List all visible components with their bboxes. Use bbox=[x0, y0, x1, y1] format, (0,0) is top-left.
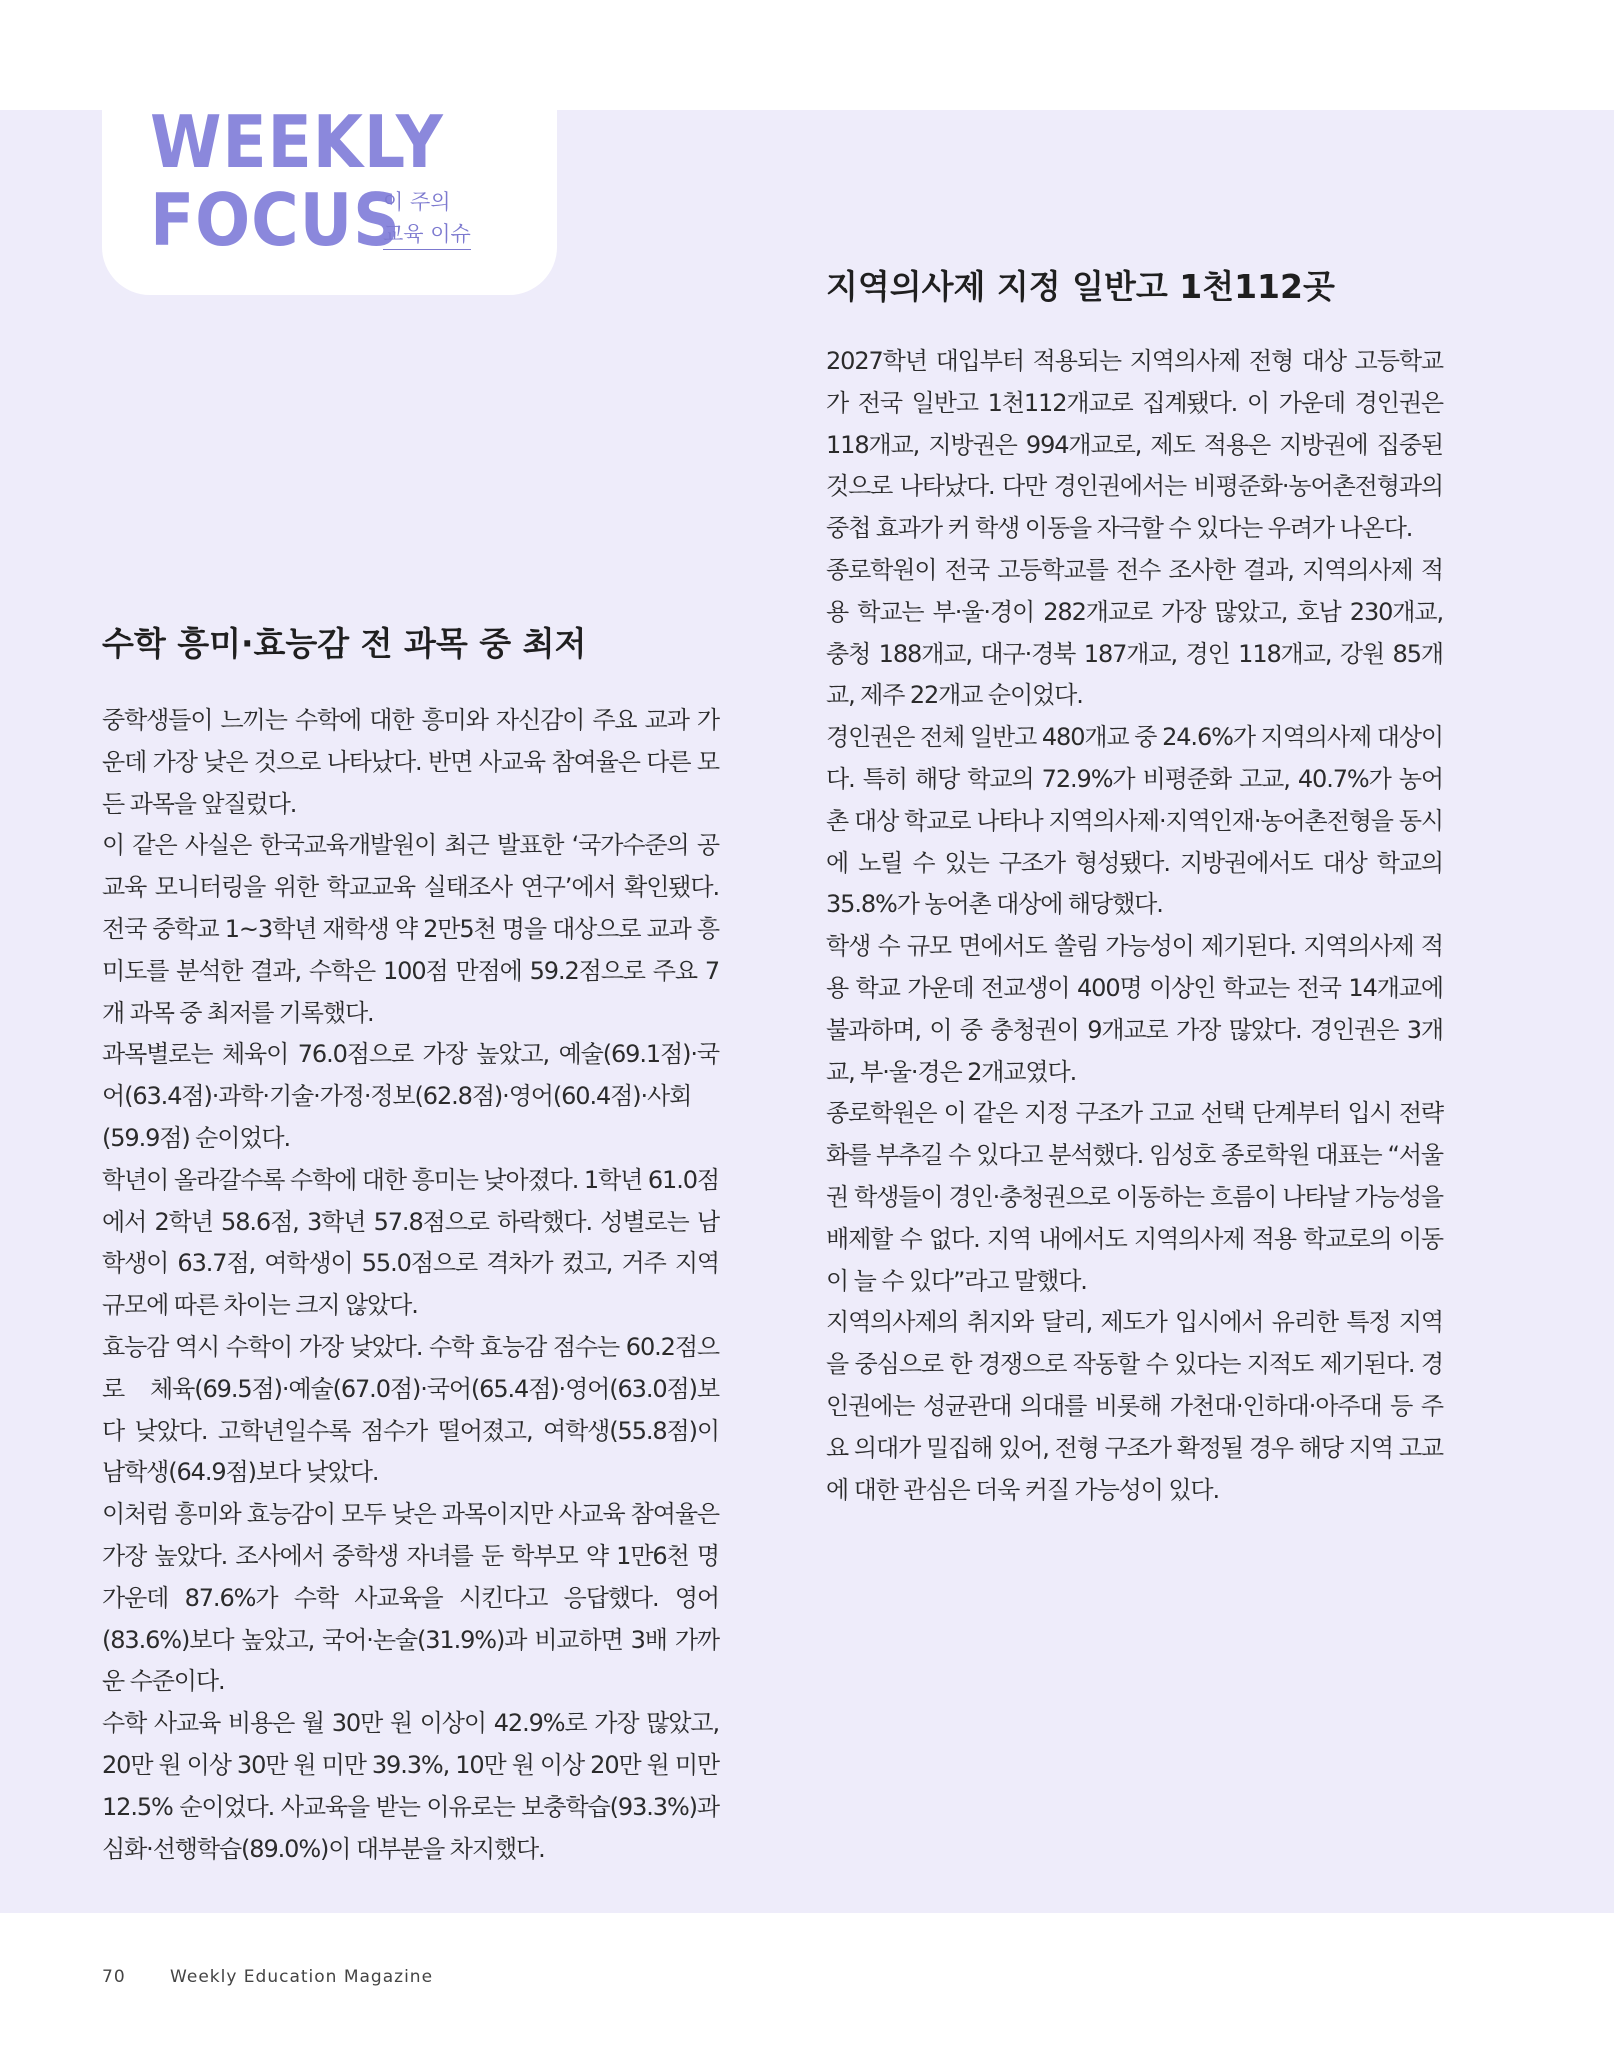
page-footer bbox=[102, 1966, 433, 1988]
paragraph: 과목별로는 체육이 76.0점으로 가장 높았고, 예술(69.1점)·국어(63.4점)·과학·기술·가정·정보(62.8점)·영어(60.4점)·사회(59.9점) 순이었다. bbox=[102, 1040, 719, 1152]
right-article-title: 지역의사제 지정 일반고 1천112곳 bbox=[826, 267, 1335, 306]
paragraph: 학생 수 규모 면에서도 쏠림 가능성이 제기된다. 지역의사제 적용 학교 가운데 전교생이 400명 이상인 학교는 전국 14개교에 불과하며, 이 중 충청권이 9개교로 가장 많았다. 경인권은 3개교, 부·울·경은 2개교였다. bbox=[826, 932, 1443, 1086]
left-article-body bbox=[102, 700, 719, 1870]
right-article-body bbox=[826, 341, 1443, 1511]
paragraph: 수학 사교육 비용은 월 30만 원 이상이 42.9%로 가장 많았고, 20만 원 이상 30만 원 미만 39.3%, 10만 원 이상 20만 원 미만 12.5% 순이었다. 사교육을 받는 이유로는 보충학습(93.3%)과 심화·선행학습(89.0%)이 대부분을 차지했다. bbox=[102, 1709, 719, 1863]
brand-subtitle-line1: 이 주의 bbox=[383, 190, 451, 214]
brand-subtitle-line2: 교육 이슈 bbox=[383, 220, 471, 250]
right-article bbox=[826, 265, 1443, 1511]
left-article-title: 수학 흥미·효능감 전 과목 중 최저 bbox=[102, 624, 587, 663]
paragraph: 경인권은 전체 일반고 480개교 중 24.6%가 지역의사제 대상이다. 특히 해당 학교의 72.9%가 비평준화 고교, 40.7%가 농어촌 대상 학교로 나타나 지역의사제·지역인재·농어촌전형을 동시에 노릴 수 있는 구조가 형성됐다. 지방권에서도 대상 학교의 35.8%가 농어촌 대상에 해당했다. bbox=[826, 723, 1443, 919]
paragraph: 종로학원이 전국 고등학교를 전수 조사한 결과, 지역의사제 적용 학교는 부·울·경이 282개교로 가장 많았고, 호남 230개교, 충청 188개교, 대구·경북 187개교, 경인 118개교, 강원 85개교, 제주 22개교 순이었다. bbox=[826, 555, 1443, 710]
paragraph: 학년이 올라갈수록 수학에 대한 흥미는 낮아졌다. 1학년 61.0점에서 2학년 58.6점, 3학년 57.8점으로 하락했다. 성별로는 남학생이 63.7점, 여학생이 55.0점으로 격차가 컸고, 거주 지역 규모에 따른 차이는 크지 않았다. bbox=[102, 1165, 719, 1320]
paragraph: 2027학년 대입부터 적용되는 지역의사제 전형 대상 고등학교가 전국 일반고 1천112개교로 집계됐다. 이 가운데 경인권은 118개교, 지방권은 994개교로, 제도 적용은 지방권에 집중된 것으로 나타났다. 다만 경인권에서는 비평준화·농어촌전형과의 중첩 효과가 커 학생 이동을 자극할 수 있다는 우려가 나온다. bbox=[826, 347, 1443, 543]
brand-focus: FOCUS bbox=[150, 178, 401, 262]
page-number: 70 bbox=[102, 1967, 126, 1987]
left-article bbox=[102, 622, 719, 1870]
paragraph: 이처럼 흥미와 효능감이 모두 낮은 과목이지만 사교육 참여율은 가장 높았다. 조사에서 중학생 자녀를 둔 학부모 약 1만6천 명 가운데 87.6%가 수학 사교육을 시킨다고 응답했다. 영어(83.6%)보다 높았고, 국어·논술(31.9%)과 비교하면 3배 가까운 수준이다. bbox=[102, 1500, 719, 1696]
paragraph: 종로학원은 이 같은 지정 구조가 고교 선택 단계부터 입시 전략화를 부추길 수 있다고 분석했다. 임성호 종로학원 대표는 “서울권 학생들이 경인·충청권으로 이동하는 흐름이 나타날 가능성을 배제할 수 없다. 지역 내에서도 지역의사제 적용 학교로의 이동이 늘 수 있다”라고 말했다. bbox=[826, 1099, 1443, 1295]
paragraph: 이 같은 사실은 한국교육개발원이 최근 발표한 ‘국가수준의 공교육 모니터링을 위한 학교교육 실태조사 연구’에서 확인됐다. 전국 중학교 1~3학년 재학생 약 2만5천 명을 대상으로 교과 흥미도를 분석한 결과, 수학은 100점 만점에 59.2점으로 주요 7개 과목 중 최저를 기록했다. bbox=[102, 831, 719, 1027]
paragraph: 효능감 역시 수학이 가장 낮았다. 수학 효능감 점수는 60.2점으로 체육(69.5점)·예술(67.0점)·국어(65.4점)·영어(63.0점)보다 낮았다. 고학년일수록 점수가 떨어졌고, 여학생(55.8점)이 남학생(64.9점)보다 낮았다. bbox=[102, 1332, 719, 1487]
magazine-name: Weekly Education Magazine bbox=[170, 1967, 434, 1987]
paragraph: 지역의사제의 취지와 달리, 제도가 입시에서 유리한 특정 지역을 중심으로 한 경쟁으로 작동할 수 있다는 지적도 제기된다. 경인권에는 성균관대 의대를 비롯해 가천대·인하대·아주대 등 주요 의대가 밀집해 있어, 전형 구조가 확정될 경우 해당 지역 고교에 대한 관심은 더욱 커질 가능성이 있다. bbox=[826, 1308, 1443, 1504]
paragraph: 중학생들이 느끼는 수학에 대한 흥미와 자신감이 주요 교과 가운데 가장 낮은 것으로 나타났다. 반면 사교육 참여율은 다른 모든 과목을 앞질렀다. bbox=[102, 706, 719, 818]
brand-weekly: WEEKLY bbox=[150, 100, 444, 184]
